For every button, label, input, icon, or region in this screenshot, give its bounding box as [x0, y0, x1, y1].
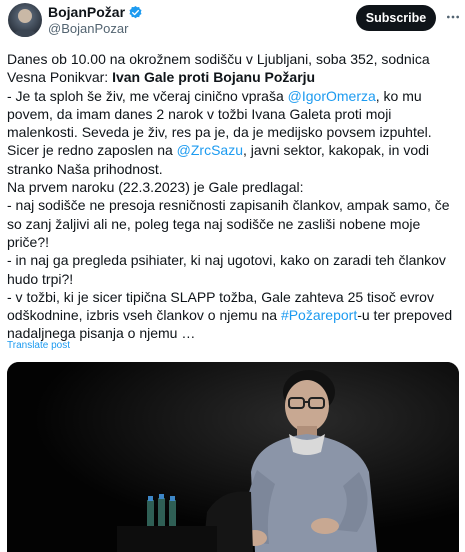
bold-text: Ivan Gale proti Bojanu Požarju	[112, 69, 316, 86]
mention-link[interactable]: @IgorOmerza	[287, 87, 376, 104]
post-header	[0, 0, 465, 44]
more-options-icon[interactable]	[444, 8, 462, 26]
author-name-row	[48, 4, 143, 21]
post-text-segment: - Je ta sploh še živ, me včeraj cinično vpraša	[7, 87, 288, 104]
post-paragraph	[7, 251, 462, 288]
post-text-segment: - naj sodišče ne presoja resničnosti zapisanih člankov, ampak samo, če so zanj žaljivi ali ne, poleg tega naj sodišče ne zasliši nobene moje priče?!	[7, 197, 450, 250]
translate-post-link[interactable]: Translate post	[7, 340, 70, 351]
hashtag-link[interactable]: #Požareport	[280, 307, 358, 324]
mention-link[interactable]: @ZrcSazu	[176, 142, 244, 159]
post-text-segment: Danes ob 10.00 na okrožnem sodišču v Ljubljani, soba 352, sodnica Vesna Ponikvar:	[7, 51, 430, 86]
verified-badge-icon	[128, 5, 143, 20]
post-paragraph	[7, 87, 462, 178]
post-image[interactable]	[7, 362, 459, 552]
post-text-segment: , javni sektor, kakopak, in vodi stranko Naša prihodnost.	[7, 142, 430, 177]
avatar-image	[8, 3, 42, 37]
post-paragraph	[7, 288, 462, 343]
author-name[interactable]: BojanPožar	[48, 4, 126, 20]
post-paragraph	[7, 178, 462, 196]
post-text-segment: , ko mu povem, da imam danes 2 narok v tožbi Ivana Galeta proti moji malenkosti. Seveda je živ, res pa je, da je medijsko povsem izpuhtel. Sicer je redno zaposlen na	[7, 87, 432, 159]
post-paragraph	[7, 50, 462, 87]
post-text	[7, 50, 462, 343]
avatar[interactable]	[8, 3, 42, 37]
post-text-segment: - in naj ga pregleda psihiater, ki naj ugotovi, kako on zaradi teh člankov hudo trpi?!	[7, 252, 446, 287]
post-text-segment: -u ter prepoved nadaljnega pisanja o njemu …	[7, 307, 453, 342]
post-text-segment: Na prvem naroku (22.3.2023) je Gale predlagal:	[7, 179, 304, 196]
author-handle[interactable]: @BojanPozar	[48, 21, 129, 36]
post-text-segment: - v tožbi, ki je sicer tipična SLAPP tožba, Gale zahteva 25 tisoč evrov odškodnine, izbris vseh člankov o njemu na	[7, 288, 434, 324]
post-paragraph	[7, 196, 462, 251]
subscribe-button[interactable]: Subscribe	[356, 5, 436, 31]
photo-man-on-stage	[7, 362, 459, 552]
